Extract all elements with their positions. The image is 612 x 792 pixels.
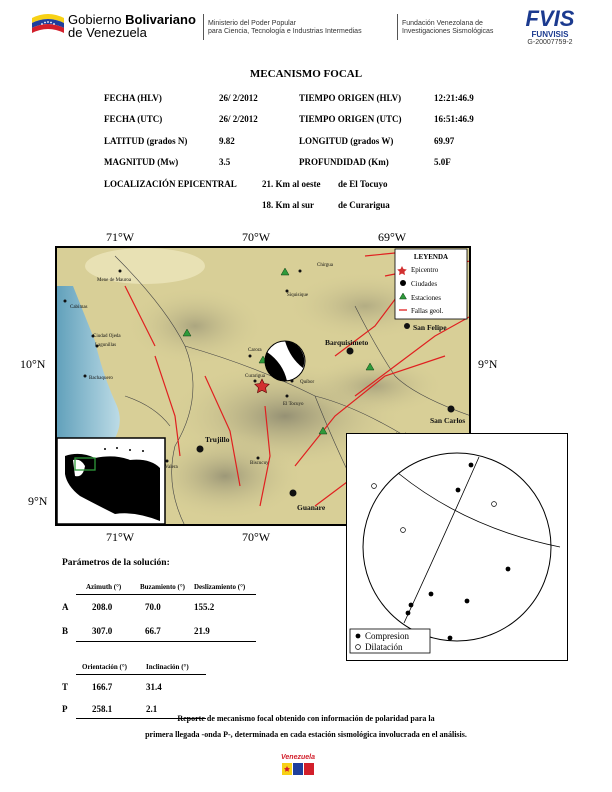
magnitude-label: MAGNITUD (Mw) [104,157,179,167]
location2-place: de Curarigua [338,200,390,210]
funvisis-rif: G-20007759-2 [527,39,573,46]
legend-faults: Fallas geol. [411,307,444,315]
gov-line1a: Gobierno [68,12,122,27]
stereonet-legend [350,629,430,653]
funvisis-name: FUNVISIS [531,30,569,39]
city-san-carlos: San Carlos [430,416,466,425]
legend-city-icon [400,280,406,286]
fecha-hlv-value: 26/ 2/2012 [219,93,258,103]
city-mene-de-mauroa: Mene de Mauroa [97,278,132,283]
header-inclinacion: Inclinación (°) [146,663,189,671]
header-divider-2 [397,14,398,40]
gov-line2: de Venezuela [68,25,147,40]
legend-dilatation-icon [356,645,361,650]
plane-a-azimuth: 208.0 [92,602,113,612]
lon-tick-70-bottom: 70°W [242,530,271,544]
foundation-line1: Fundación Venezolana de [402,20,483,27]
city-chirgua: Chirgua [317,263,334,268]
legend-compression: Compresion [365,631,409,641]
city-san-felipe: San Felipe [413,323,447,332]
ministry-line2: para Ciencia, Tecnología e Industrias Intermedias [208,28,362,35]
header-divider-1 [203,14,204,40]
funvisis-logo [520,8,580,47]
location1-distance: 21. Km al oeste [262,179,321,189]
city-carora: Carora [248,348,262,353]
planes-bottom-rule [76,641,256,642]
city-ciudad-ojeda: Ciudad Ojeda [93,334,121,339]
plane-a-label: A [62,602,69,612]
depth-label: PROFUNDIDAD (Km) [299,157,389,167]
lon-tick-69-top: 69°W [378,230,407,244]
venezuela-footer-logo [276,754,320,778]
beachball-symbol [265,341,305,381]
legend-epicenter: Epicentro [411,266,439,274]
location1-place: de El Tocuyo [338,179,388,189]
foundation-line2: Investigaciones Sismológicas [402,28,494,35]
longitude-value: 69.97 [434,136,455,146]
city-lagunillas: Lagunillas [95,343,117,348]
axis-t-label: T [62,682,69,692]
city-biscucuy: Biscucuy [250,461,269,466]
city-barquisimeto: Barquisimeto [325,338,369,347]
lat-tick-10-left: 10°N [20,357,46,371]
page-title: MECANISMO FOCAL [249,68,363,80]
header-azimuth: Azimuth (°) [86,583,122,591]
funvisis-logo-text: FVIS [525,6,575,31]
tiempo-hlv-value: 12:21:46.9 [434,93,474,103]
axis-p-orientation: 258.1 [92,704,113,714]
depth-value: 5.0F [434,157,451,167]
location-label: LOCALIZACIÓN EPICENTRAL [104,179,237,189]
footer-line1: Reporte de mecanismo focal obtenido con información de polaridad para la [177,714,435,723]
lon-tick-71-bottom: 71°W [106,530,135,544]
axis-t-orientation: 166.7 [92,682,113,692]
venezuela-flag-logo [30,10,66,38]
city-el-tocuyo: El Tocuyo [283,402,304,407]
city-guanare: Guanare [297,503,326,512]
legend-title: LEYENDA [413,253,449,261]
solution-title: Parámetros de la solución: [62,558,170,568]
latitude-label: LATITUD (grados N) [104,136,188,146]
inset-map [57,438,165,524]
latitude-value: 9.82 [219,136,235,146]
lat-tick-10-right: 9°N [478,357,498,371]
map-legend [395,249,467,319]
location2-distance: 18. Km al sur [262,200,315,210]
legend-compression-icon [356,634,361,639]
tiempo-utc-label: TIEMPO ORIGEN (UTC) [299,114,402,124]
plane-b-dip: 66.7 [145,626,161,636]
stereonet-canvas [346,433,568,661]
longitude-label: LONGITUD (grados W) [299,136,394,146]
city-valera: Valera [165,465,178,470]
footer-line2: primera llegada -onda P-, determinada en cada estación sismológica involucrada en el análisis. [145,730,467,739]
footer-logo-text: Venezuela [281,754,315,761]
axis-t-inclination: 31.4 [146,682,162,692]
planes-header-rule [76,594,256,595]
plane-a-rake: 155.2 [194,602,215,612]
header-deslizamiento: Deslizamiento (°) [194,583,246,591]
ministry-line1: Ministerio del Poder Popular [208,20,296,27]
axis-p-label: P [62,704,68,714]
city-siquisique: Siquisique [287,293,309,298]
axis-p-inclination: 2.1 [146,704,158,714]
gov-line1b: Bolivariano [125,12,196,27]
city-quibor: Quíbor [300,380,315,385]
plane-a-dip: 70.0 [145,602,161,612]
lon-tick-70-top: 70°W [242,230,271,244]
lat-tick-9-left: 9°N [28,494,48,508]
fecha-hlv-label: FECHA (HLV) [104,93,162,103]
legend-cities: Ciudades [411,280,438,288]
city-bachaquero: Bachaquero [89,376,113,381]
plane-b-azimuth: 307.0 [92,626,113,636]
magnitude-value: 3.5 [219,157,231,167]
lon-tick-71-top: 71°W [106,230,135,244]
plane-b-label: B [62,626,69,636]
legend-dilatation: Dilatación [365,642,403,652]
header-buzamiento: Buzamiento (°) [140,583,185,591]
tiempo-utc-value: 16:51:46.9 [434,114,474,124]
city-trujillo: Trujillo [205,435,230,444]
plane-b-rake: 21.9 [194,626,210,636]
tiempo-hlv-label: TIEMPO ORIGEN (HLV) [299,93,402,103]
axes-header-rule [76,674,206,675]
fecha-utc-value: 26/ 2/2012 [219,114,258,124]
fecha-utc-label: FECHA (UTC) [104,114,163,124]
footer-logo-flag-icon [276,762,320,776]
header-orientacion: Orientación (°) [82,663,127,671]
legend-stations: Estaciones [411,294,441,302]
city-cabimas: Cabimas [70,305,88,310]
city-curarigua: Curarigua [245,374,265,379]
